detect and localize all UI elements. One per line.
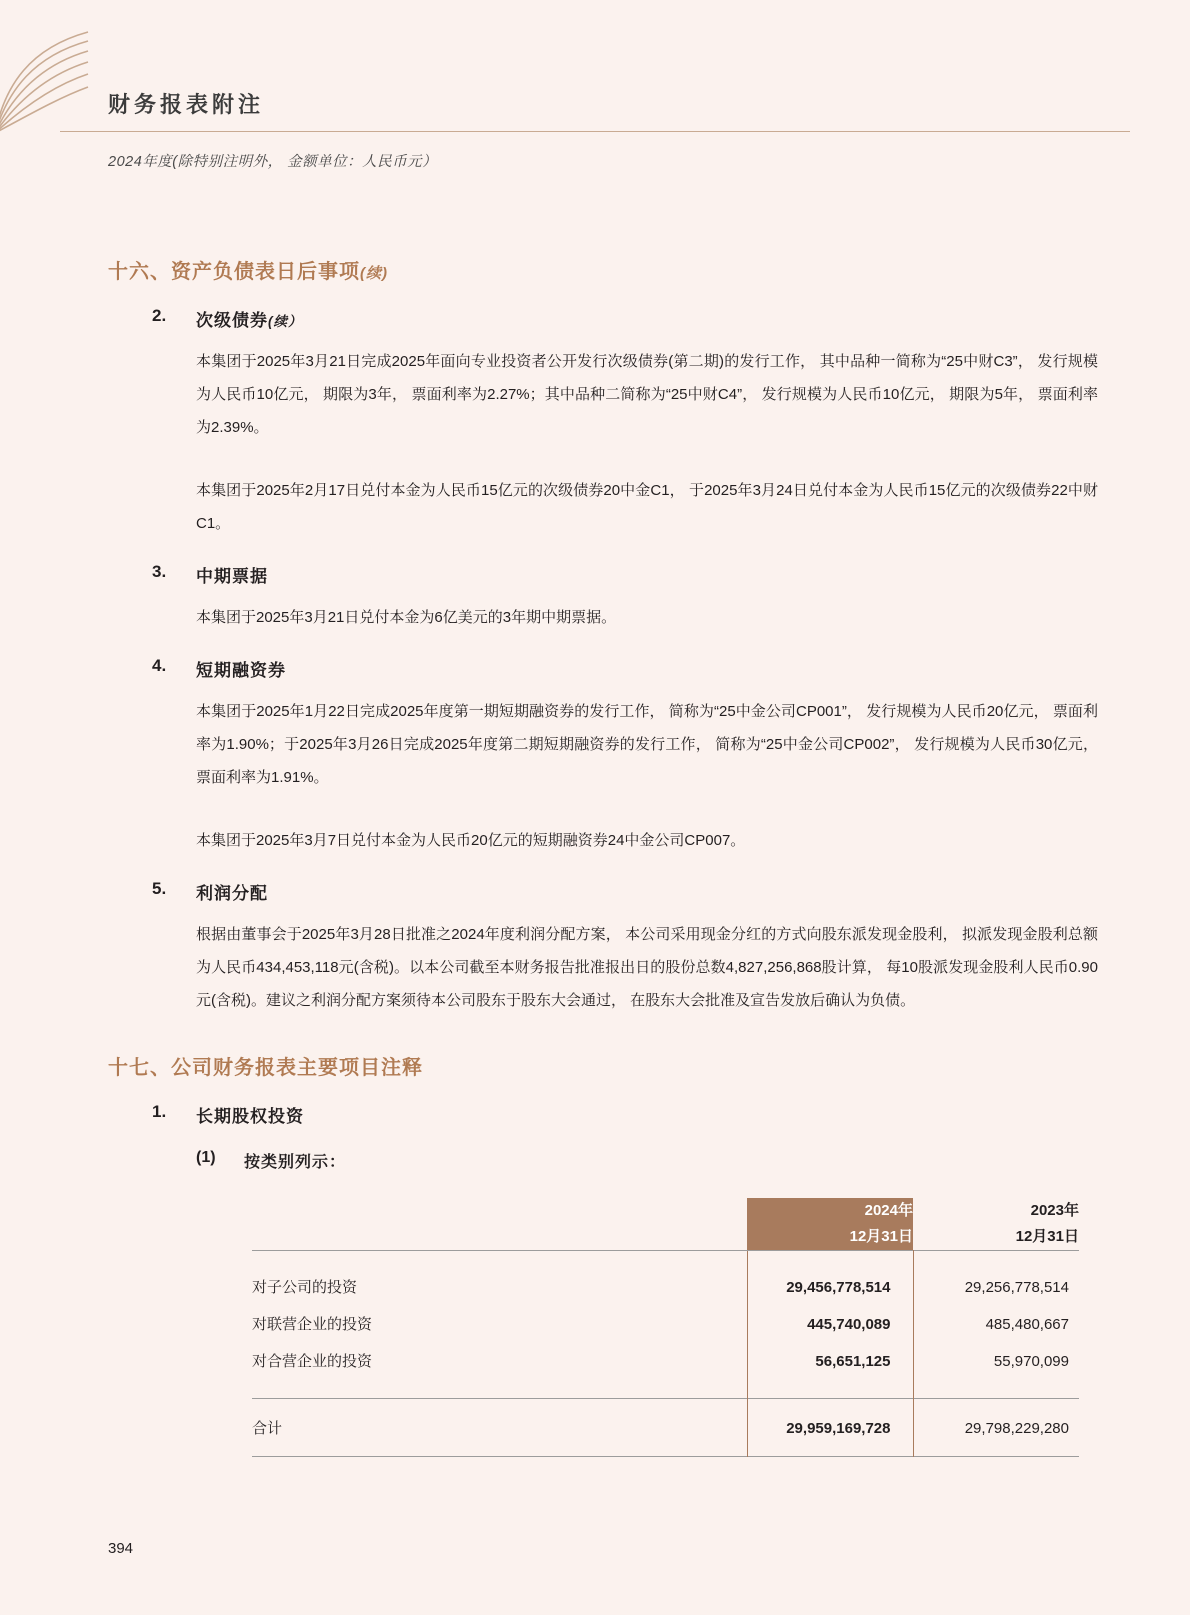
page-header bbox=[0, 0, 1190, 140]
spacer-label-2 bbox=[252, 1380, 747, 1399]
table-row bbox=[252, 1343, 1079, 1380]
table-header-2024-year: 2024年 bbox=[864, 1202, 913, 1219]
table-spacer-row-top bbox=[252, 1251, 1079, 1269]
item-2-title-text: 次级债券 bbox=[196, 311, 268, 330]
item-2 bbox=[152, 306, 1190, 331]
table-spacer-row-mid bbox=[252, 1380, 1079, 1399]
decorative-swoosh-icon bbox=[0, 30, 90, 135]
item-4-number: 4. bbox=[152, 656, 167, 675]
row-value-2024: 445,740,089 bbox=[747, 1306, 913, 1343]
item-3-paragraph-1: 本集团于2025年3月21日兑付本金为6亿美元的3年期中期票据。 bbox=[196, 609, 617, 626]
total-value-2024: 29,959,169,728 bbox=[747, 1399, 913, 1457]
table-header-blank bbox=[252, 1198, 747, 1251]
table-header-2024-date: 12月31日 bbox=[849, 1228, 913, 1245]
row-label: 对合营企业的投资 bbox=[252, 1353, 373, 1370]
item-3-title bbox=[196, 562, 1190, 587]
total-value-2023: 29,798,229,280 bbox=[964, 1420, 1069, 1437]
item-5 bbox=[152, 879, 1190, 904]
page-number: 394 bbox=[108, 1540, 134, 1557]
item-3 bbox=[152, 562, 1190, 587]
item-4-title-text: 短期融资券 bbox=[196, 661, 286, 680]
header-divider bbox=[60, 131, 1130, 132]
table-row bbox=[252, 1306, 1079, 1343]
table-header-2023-date: 12月31日 bbox=[1015, 1228, 1079, 1245]
table-header-row bbox=[252, 1198, 1079, 1251]
row-label: 对联营企业的投资 bbox=[252, 1316, 373, 1333]
section-17-item-1-title: 长期股权投资 bbox=[196, 1107, 304, 1126]
spacer-2023 bbox=[913, 1251, 1079, 1269]
section-17-item-1 bbox=[152, 1102, 1190, 1127]
table-header-2024 bbox=[747, 1198, 913, 1251]
row-value-2024: 56,651,125 bbox=[747, 1343, 913, 1380]
item-2-title bbox=[196, 306, 1190, 331]
total-label: 合计 bbox=[252, 1420, 283, 1437]
spacer-2024-2 bbox=[747, 1380, 913, 1399]
item-5-title-text: 利润分配 bbox=[196, 884, 268, 903]
item-2-number: 2. bbox=[152, 306, 167, 325]
item-4-paragraph-2: 本集团于2025年3月7日兑付本金为人民币20亿元的短期融资券24中金公司CP007。 bbox=[196, 832, 746, 849]
item-3-title-text: 中期票据 bbox=[196, 567, 268, 586]
table-total-row bbox=[252, 1399, 1079, 1457]
table-header-2023-year: 2023年 bbox=[1030, 1202, 1079, 1219]
item-2-paragraph-2: 本集团于2025年2月17日兑付本金为人民币15亿元的次级债券20中金C1， 于2025年3月24日兑付本金为人民币15亿元的次级债券22中财C1。 bbox=[196, 482, 1098, 532]
row-label: 对子公司的投资 bbox=[252, 1279, 358, 1296]
section-17-subitem-1-title: 按类别列示： bbox=[244, 1154, 347, 1171]
spacer-label bbox=[252, 1251, 747, 1269]
bottom-rule-2024 bbox=[747, 1457, 913, 1458]
spacer-2023-2 bbox=[913, 1380, 1079, 1399]
row-value-2023: 29,256,778,514 bbox=[964, 1279, 1069, 1296]
page-title: 财务报表附注 bbox=[108, 92, 265, 117]
item-5-paragraph-1: 根据由董事会于2025年3月28日批准之2024年度利润分配方案， 本公司采用现金分红的方式向股东派发现金股利， 拟派发现金股利总额为人民币434,453,118元(含税)。以本公司截至本财务报告批准报出日的股份总数4,827,256,868股计算， 每10股派发现金股利人民币0.90元(含税)。建议之利润分配方案须待本公司股东于股东大会通过， 在股东大会批准及宣告发放后确认为负债。 bbox=[196, 926, 1098, 1009]
document-content bbox=[0, 255, 1190, 1457]
item-3-number: 3. bbox=[152, 562, 167, 581]
item-4-paragraph-1: 本集团于2025年1月22日完成2025年度第一期短期融资券的发行工作， 简称为“25中金公司CP001”， 发行规模为人民币20亿元， 票面利率为1.90%；于2025年3月26日完成2025年度第二期短期融资券的发行工作， 简称为“25中金公司CP002”， 发行规模为人民币30亿元， 票面利率为1.91%。 bbox=[196, 703, 1098, 786]
long-term-equity-investment-table bbox=[252, 1198, 1079, 1457]
item-2-title-cont: (续） bbox=[268, 314, 303, 329]
spacer-2024 bbox=[747, 1251, 913, 1269]
item-5-number: 5. bbox=[152, 879, 167, 898]
section-16-heading-cont: (续) bbox=[360, 265, 388, 282]
section-16-heading bbox=[108, 255, 1190, 284]
section-17-heading bbox=[108, 1051, 1190, 1080]
page-subtitle: 2024年度(除特别注明外， 金额单位：人民币元） bbox=[108, 154, 438, 170]
section-17-subitem-1 bbox=[196, 1149, 1190, 1172]
section-17-item-1-number: 1. bbox=[152, 1102, 167, 1121]
table-header-2023 bbox=[913, 1198, 1079, 1251]
table-row bbox=[252, 1269, 1079, 1306]
long-term-equity-investment-table-wrapper bbox=[252, 1198, 1079, 1457]
row-value-2023: 485,480,667 bbox=[985, 1316, 1069, 1333]
item-4-title bbox=[196, 656, 1190, 681]
table-bottom-rule bbox=[252, 1457, 1079, 1458]
row-value-2023: 55,970,099 bbox=[993, 1353, 1069, 1370]
item-5-title bbox=[196, 879, 1190, 904]
row-value-2024: 29,456,778,514 bbox=[747, 1269, 913, 1306]
item-4 bbox=[152, 656, 1190, 681]
section-17-subitem-1-number: (1) bbox=[196, 1149, 216, 1166]
section-17-heading-text: 十七、公司财务报表主要项目注释 bbox=[108, 1057, 423, 1079]
item-2-paragraph-1: 本集团于2025年3月21日完成2025年面向专业投资者公开发行次级债券(第二期)的发行工作， 其中品种一简称为“25中财C3”， 发行规模为人民币10亿元， 期限为3年， 票面利率为2.27%；其中品种二简称为“25中财C4”， 发行规模为人民币10亿元， 期限为5年， 票面利率为2.39%。 bbox=[196, 353, 1098, 436]
section-16-heading-text: 十六、资产负债表日后事项 bbox=[108, 261, 360, 283]
bottom-rule-2023 bbox=[913, 1457, 1079, 1458]
bottom-rule-label bbox=[252, 1457, 747, 1458]
